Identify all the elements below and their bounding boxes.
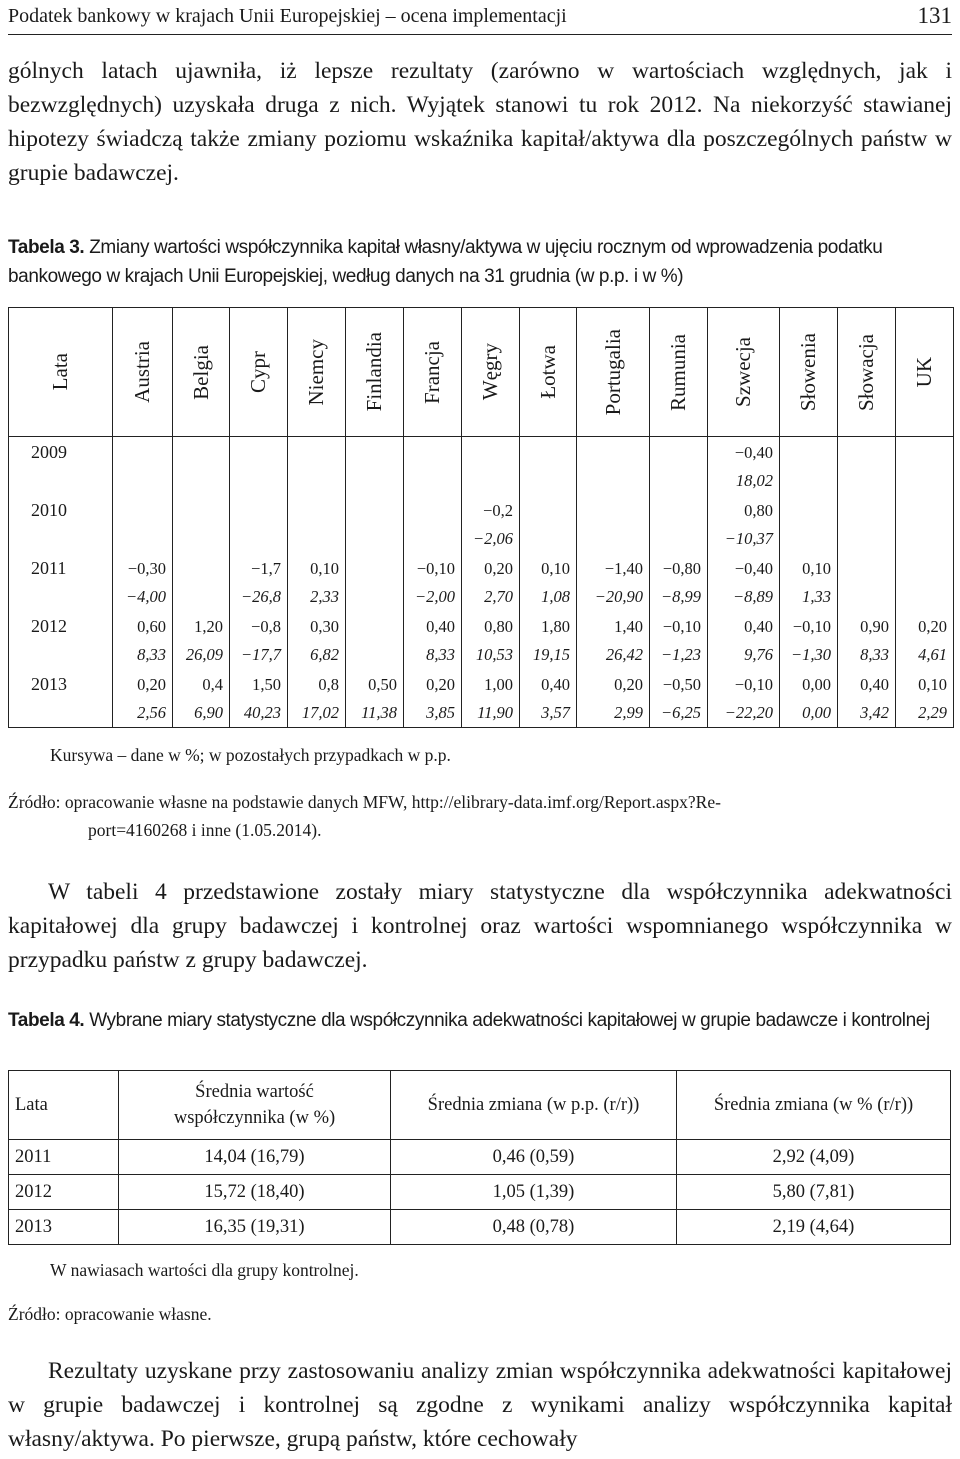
table-row bbox=[9, 553, 954, 583]
table3-caption-text: Zmiany wartości współczynnika kapitał własny/aktywa w ujęciu rocznym od wprowadzenia podatku bankowego w krajach Unii Europejskiej, według danych na 31 grudnia (w p.p. i w %) bbox=[8, 237, 883, 287]
table4-label: Tabela 4. bbox=[8, 1010, 85, 1031]
table3-value-pct: −2,00 bbox=[404, 583, 462, 611]
table3-value-pct: −10,37 bbox=[708, 525, 780, 553]
table3-value-pct: 1,08 bbox=[520, 583, 577, 611]
table-row-percent bbox=[9, 525, 954, 553]
table4-caption-text: Wybrane miary statystyczne dla współczynnika adekwatności kapitałowej w grupie badawcze i kontrolnej bbox=[84, 1010, 930, 1031]
table4-year: 2011 bbox=[9, 1140, 119, 1175]
table3-column-label: Rumunia bbox=[666, 333, 690, 411]
table3-value-pct: 2,99 bbox=[577, 699, 650, 728]
table3-column-label: Portugalia bbox=[600, 328, 625, 416]
table3-value-pct: 3,42 bbox=[838, 699, 896, 728]
table3-value-pct bbox=[288, 467, 346, 495]
table4-header-mean-value: Średnia wartość współczynnika (w %) bbox=[119, 1071, 391, 1140]
table3-column-header bbox=[404, 308, 462, 437]
table3-value-pp: −0,2 bbox=[462, 495, 520, 525]
table4-cell: 15,72 (18,40) bbox=[119, 1175, 391, 1210]
table3-value-pp: 0,40 bbox=[838, 669, 896, 699]
table3-value-pp bbox=[650, 495, 708, 525]
table3-value-pp bbox=[896, 495, 954, 525]
table3-caption bbox=[8, 233, 952, 291]
table-row bbox=[9, 1210, 951, 1245]
table4-cell: 2,92 (4,09) bbox=[677, 1140, 951, 1175]
table3-value-pp bbox=[896, 553, 954, 583]
table3-value-pp: −0,50 bbox=[650, 669, 708, 699]
table3-column-label: Lata bbox=[48, 353, 72, 391]
table4-cell: 2,19 (4,64) bbox=[677, 1210, 951, 1245]
table3-value-pct bbox=[896, 467, 954, 495]
table3-value-pct bbox=[577, 467, 650, 495]
table3-value-pct bbox=[577, 525, 650, 553]
table3-column-label: Szwecja bbox=[731, 337, 755, 407]
running-head bbox=[8, 0, 952, 35]
table3-value-pp: 0,20 bbox=[462, 553, 520, 583]
table3-value-pp: 0,10 bbox=[288, 553, 346, 583]
table3-value-pp: 0,40 bbox=[404, 611, 462, 641]
table4-source: Źródło: opracowanie własne. bbox=[8, 1304, 212, 1324]
table3-value-pct bbox=[230, 467, 288, 495]
table3-value-pp: 0,10 bbox=[896, 669, 954, 699]
table3-value-pct: −2,06 bbox=[462, 525, 520, 553]
table3-value-pct bbox=[780, 525, 838, 553]
table4-year: 2012 bbox=[9, 1175, 119, 1210]
table3-value-pct bbox=[520, 525, 577, 553]
table3-value-pp bbox=[230, 437, 288, 468]
table3-value-pct bbox=[346, 641, 404, 669]
table3-value-pp: 0,8 bbox=[288, 669, 346, 699]
table3-value-pct: 2,29 bbox=[896, 699, 954, 728]
table3-value-pct bbox=[404, 525, 462, 553]
table3-value-pp: 0,4 bbox=[173, 669, 230, 699]
table3-value-pct bbox=[346, 583, 404, 611]
table3-column-header bbox=[520, 308, 577, 437]
table3-value-pp bbox=[113, 495, 173, 525]
table3-column-label: Łotwa bbox=[535, 345, 560, 399]
table3-column-header bbox=[577, 308, 650, 437]
running-title: Podatek bankowy w krajach Unii Europejskiej – ocena implementacji bbox=[8, 5, 567, 27]
table3-header-row bbox=[9, 308, 954, 437]
table3-value-pp: −0,80 bbox=[650, 553, 708, 583]
table3-value-pct: −4,00 bbox=[113, 583, 173, 611]
table3-value-pp: 0,40 bbox=[708, 611, 780, 641]
table3-value-pp: 0,10 bbox=[520, 553, 577, 583]
table3-value-pct: 8,33 bbox=[838, 641, 896, 669]
table3-column-label: Belgia bbox=[188, 344, 213, 400]
table3-value-pct: 17,02 bbox=[288, 699, 346, 728]
table3-source bbox=[8, 788, 952, 844]
table3-value-pct bbox=[173, 467, 230, 495]
table3-value-pct: 18,02 bbox=[708, 467, 780, 495]
table3-value-pp bbox=[462, 437, 520, 468]
table3-value-pp: −0,10 bbox=[404, 553, 462, 583]
table3-value-pp: −0,10 bbox=[780, 611, 838, 641]
table3-value-pct bbox=[650, 467, 708, 495]
table3-value-pp bbox=[577, 437, 650, 468]
table3-value-pp: −0,10 bbox=[708, 669, 780, 699]
table3-column-label: Niemcy bbox=[304, 338, 328, 406]
table3-value-pct: 4,61 bbox=[896, 641, 954, 669]
table3-value-pct: −6,25 bbox=[650, 699, 708, 728]
table3-column-label: Cypr bbox=[246, 351, 270, 393]
table3-value-pp: 1,40 bbox=[577, 611, 650, 641]
table-row-percent bbox=[9, 699, 954, 728]
paragraph-intro: gólnych latach ujawniła, iż lepsze rezultaty (zarówno w wartościach względnych, jak i bezwzględnych) uzyskała druga z nich. Wyjątek stanowi tu rok 2012. Na niekorzyść stawianej hipotezy świadczą także zmiany poziomu wskaźnika kapitał/aktywa dla poszczególnych państw w grupie badawczej. bbox=[8, 58, 952, 186]
table3-label: Tabela 3. bbox=[8, 237, 85, 258]
table3-value-pct: 11,38 bbox=[346, 699, 404, 728]
table3-value-pp bbox=[520, 437, 577, 468]
table4-cell: 1,05 (1,39) bbox=[391, 1175, 677, 1210]
table3-value-pp bbox=[288, 437, 346, 468]
table3-column-header bbox=[288, 308, 346, 437]
table3-column-header bbox=[346, 308, 404, 437]
table4-year: 2013 bbox=[9, 1210, 119, 1245]
table3-column-label: Austria bbox=[130, 341, 154, 403]
table3-value-pct: −20,90 bbox=[577, 583, 650, 611]
table3-value-pct: 9,76 bbox=[708, 641, 780, 669]
table3-value-pct bbox=[838, 467, 896, 495]
table3-value-pp bbox=[288, 495, 346, 525]
table3-value-pp: −0,40 bbox=[708, 553, 780, 583]
table-4 bbox=[8, 1070, 951, 1245]
table-row bbox=[9, 437, 954, 468]
table3-column-header bbox=[462, 308, 520, 437]
table3-value-pct bbox=[230, 525, 288, 553]
table3-column-header bbox=[9, 308, 113, 437]
table3-value-pct: −17,7 bbox=[230, 641, 288, 669]
table3-value-pp: 1,00 bbox=[462, 669, 520, 699]
table3-value-pct bbox=[346, 467, 404, 495]
table3-value-pct: 26,09 bbox=[173, 641, 230, 669]
table3-value-pct bbox=[838, 583, 896, 611]
table-row-percent bbox=[9, 467, 954, 495]
table3-value-pp: 0,20 bbox=[113, 669, 173, 699]
table3-value-pct bbox=[288, 525, 346, 553]
table3-year: 2010 bbox=[9, 495, 113, 553]
table4-note: W nawiasach wartości dla grupy kontrolnej. bbox=[50, 1260, 359, 1280]
table3-value-pp: −0,30 bbox=[113, 553, 173, 583]
table3-value-pct: 2,56 bbox=[113, 699, 173, 728]
table3-value-pp bbox=[346, 437, 404, 468]
table-row bbox=[9, 1140, 951, 1175]
table3-value-pp: 0,10 bbox=[780, 553, 838, 583]
table3-value-pct bbox=[520, 467, 577, 495]
table3-column-header bbox=[896, 308, 954, 437]
table3-value-pp bbox=[838, 495, 896, 525]
table3-column-header bbox=[708, 308, 780, 437]
table-row bbox=[9, 495, 954, 525]
table3-value-pp bbox=[113, 437, 173, 468]
table4-cell: 5,80 (7,81) bbox=[677, 1175, 951, 1210]
table4-header-mean-change-pp: Średnia zmiana (w p.p. (r/r)) bbox=[391, 1071, 677, 1140]
paragraph-table4-intro: W tabeli 4 przedstawione zostały miary statystyczne dla współczynnika adekwatności kapitałowej dla grupy badawczej i kontrolnej oraz wartości wspomnianego współczynnika w przypadku państw z grupy badawczej. bbox=[8, 879, 952, 973]
table3-value-pp: 0,00 bbox=[780, 669, 838, 699]
table3-value-pp bbox=[520, 495, 577, 525]
table3-value-pct bbox=[113, 525, 173, 553]
table3-value-pp bbox=[173, 437, 230, 468]
table3-value-pct: 11,90 bbox=[462, 699, 520, 728]
table3-value-pp: 0,40 bbox=[520, 669, 577, 699]
table3-column-label: Francja bbox=[420, 340, 444, 404]
table3-note: Kursywa – dane w %; w pozostałych przypadkach w p.p. bbox=[50, 745, 451, 765]
table3-value-pct: −8,89 bbox=[708, 583, 780, 611]
table3-value-pct bbox=[780, 467, 838, 495]
table4-cell: 0,46 (0,59) bbox=[391, 1140, 677, 1175]
table3-value-pct bbox=[896, 525, 954, 553]
table3-value-pp: −0,10 bbox=[650, 611, 708, 641]
table3-value-pct: 40,23 bbox=[230, 699, 288, 728]
table3-value-pp: −0,40 bbox=[708, 437, 780, 468]
table3-column-header bbox=[838, 308, 896, 437]
table3-value-pct bbox=[113, 467, 173, 495]
table3-value-pp bbox=[780, 437, 838, 468]
table3-value-pp: 1,20 bbox=[173, 611, 230, 641]
table3-column-label: Słowacja bbox=[854, 333, 878, 411]
table3-value-pct: 26,42 bbox=[577, 641, 650, 669]
table3-value-pp: 0,90 bbox=[838, 611, 896, 641]
table3-value-pp bbox=[780, 495, 838, 525]
table3-value-pp bbox=[650, 437, 708, 468]
table3-year: 2013 bbox=[9, 669, 113, 728]
table3-value-pp: 1,50 bbox=[230, 669, 288, 699]
table4-cell: 16,35 (19,31) bbox=[119, 1210, 391, 1245]
table3-value-pp bbox=[838, 553, 896, 583]
table3-value-pct: −1,30 bbox=[780, 641, 838, 669]
table-row bbox=[9, 611, 954, 641]
table3-value-pct: 6,90 bbox=[173, 699, 230, 728]
table3-year: 2012 bbox=[9, 611, 113, 669]
table3-value-pp: −1,7 bbox=[230, 553, 288, 583]
table3-value-pp bbox=[346, 553, 404, 583]
table4-header-mean-change-pct: Średnia zmiana (w % (r/r)) bbox=[677, 1071, 951, 1140]
table3-value-pct bbox=[838, 525, 896, 553]
table3-value-pct: 8,33 bbox=[404, 641, 462, 669]
table3-value-pct: 8,33 bbox=[113, 641, 173, 669]
table3-value-pp: 0,30 bbox=[288, 611, 346, 641]
table3-value-pp: 0,80 bbox=[708, 495, 780, 525]
page-number: 131 bbox=[917, 3, 952, 28]
table3-value-pp: 0,80 bbox=[462, 611, 520, 641]
table3-value-pp bbox=[404, 495, 462, 525]
table3-value-pp bbox=[346, 495, 404, 525]
table3-year: 2011 bbox=[9, 553, 113, 611]
table3-value-pp: −0,8 bbox=[230, 611, 288, 641]
table3-column-label: UK bbox=[912, 356, 936, 388]
table3-value-pct: 2,33 bbox=[288, 583, 346, 611]
table-3 bbox=[8, 307, 954, 728]
table3-value-pct: 19,15 bbox=[520, 641, 577, 669]
table3-value-pp bbox=[838, 437, 896, 468]
table4-header-years: Lata bbox=[9, 1071, 119, 1140]
table4-cell: 0,48 (0,78) bbox=[391, 1210, 677, 1245]
table3-value-pct: 3,57 bbox=[520, 699, 577, 728]
table3-value-pp: 0,20 bbox=[896, 611, 954, 641]
table3-year: 2009 bbox=[9, 437, 113, 496]
table3-value-pp: 0,20 bbox=[404, 669, 462, 699]
table4-cell: 14,04 (16,79) bbox=[119, 1140, 391, 1175]
table3-value-pct: 1,33 bbox=[780, 583, 838, 611]
table3-value-pct: 10,53 bbox=[462, 641, 520, 669]
paragraph-results: Rezultaty uzyskane przy zastosowaniu analizy zmian współczynnika adekwatności kapitałowej w grupie badawczej i kontrolnej są zgodne z wynikami analizy współczynnika kapitał własny/aktywa. Po pierwsze, grupą państw, które cechowały bbox=[8, 1358, 952, 1452]
table3-value-pct: 2,70 bbox=[462, 583, 520, 611]
table3-value-pct: 6,82 bbox=[288, 641, 346, 669]
table3-column-header bbox=[230, 308, 288, 437]
table3-value-pct: 0,00 bbox=[780, 699, 838, 728]
table3-value-pp bbox=[404, 437, 462, 468]
table3-column-header bbox=[113, 308, 173, 437]
table3-value-pp: 0,50 bbox=[346, 669, 404, 699]
table3-column-label: Węgry bbox=[478, 343, 502, 401]
table3-value-pct bbox=[650, 525, 708, 553]
table3-value-pct bbox=[346, 525, 404, 553]
table3-value-pp bbox=[173, 495, 230, 525]
table3-value-pct: −1,23 bbox=[650, 641, 708, 669]
table3-value-pp bbox=[230, 495, 288, 525]
table3-value-pct: 3,85 bbox=[404, 699, 462, 728]
table3-value-pp: −1,40 bbox=[577, 553, 650, 583]
table3-column-header bbox=[650, 308, 708, 437]
table3-column-label: Finlandia bbox=[362, 332, 386, 412]
table4-header-row bbox=[9, 1071, 951, 1140]
table3-value-pct: −8,99 bbox=[650, 583, 708, 611]
table-row-percent bbox=[9, 641, 954, 669]
table-row bbox=[9, 669, 954, 699]
table3-column-header bbox=[173, 308, 230, 437]
table4-caption bbox=[8, 1006, 952, 1035]
table3-value-pp: 0,20 bbox=[577, 669, 650, 699]
table3-value-pct bbox=[173, 583, 230, 611]
table3-value-pct bbox=[896, 583, 954, 611]
table3-value-pct bbox=[462, 467, 520, 495]
table3-source-line1: Źródło: opracowanie własne na podstawie danych MFW, http://elibrary-data.imf.org/Report.aspx?Re- bbox=[8, 792, 721, 812]
table3-value-pct: −26,8 bbox=[230, 583, 288, 611]
table3-value-pct: −22,20 bbox=[708, 699, 780, 728]
table3-value-pct bbox=[173, 525, 230, 553]
table-row bbox=[9, 1175, 951, 1210]
table3-column-header bbox=[780, 308, 838, 437]
table3-source-line2: port=4160268 i inne (1.05.2014). bbox=[88, 820, 322, 840]
table3-column-label: Słowenia bbox=[796, 332, 820, 412]
table-row-percent bbox=[9, 583, 954, 611]
table3-value-pp: 1,80 bbox=[520, 611, 577, 641]
table3-value-pct bbox=[404, 467, 462, 495]
table3-value-pp: 0,60 bbox=[113, 611, 173, 641]
table3-value-pp bbox=[173, 553, 230, 583]
table3-value-pp bbox=[346, 611, 404, 641]
table3-value-pp bbox=[896, 437, 954, 468]
table3-value-pp bbox=[577, 495, 650, 525]
